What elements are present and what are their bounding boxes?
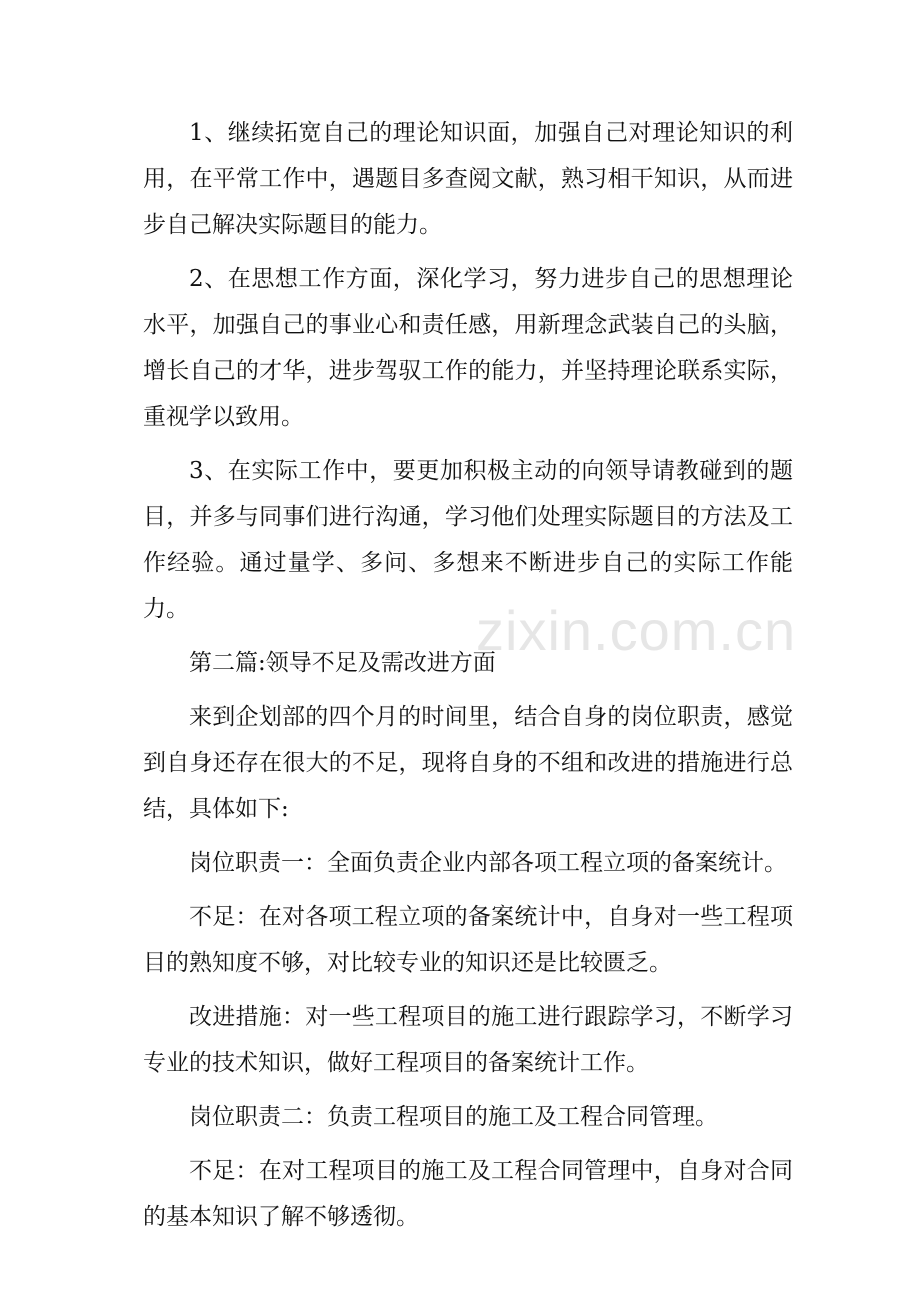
shortcoming-two: 不足：在对工程项目的施工及工程合同管理中，自身对合同的基本知识了解不够透彻。	[143, 1158, 793, 1230]
watermark: zixin.com.cn	[476, 599, 797, 662]
paragraph-1: 1、继续拓宽自己的理论知识面，加强自己对理论知识的利用，在平常工作中，遇题目多查阅文献，熟习相干知识，从而进步自己解决实际题目的能力。	[143, 120, 793, 238]
paragraph-intro: 来到企划部的四个月的时间里，结合自身的岗位职责，感觉到自身还存在很大的不足，现将自身的不组和改进的措施进行总结，具体如下:	[143, 704, 793, 822]
paragraph-3: 3、在实际工作中，要更加积极主动的向领导请教碰到的题目，并多与同事们进行沟通，学习他们处理实际题目的方法及工作经验。通过量学、多问、多想来不断进步自己的实际工作能力。	[143, 458, 793, 622]
duty-two: 岗位职责二：负责工程项目的施工及工程合同管理。	[189, 1104, 718, 1130]
section-heading: 第二篇:领导不足及需改进方面	[189, 650, 496, 676]
duty-one: 岗位职责一：全面负责企业内部各项工程立项的备案统计。	[189, 850, 787, 876]
paragraph-2: 2、在思想工作方面，深化学习，努力进步自己的思想理论水平，加强自己的事业心和责任感，用新理念武装自己的头脑，增长自己的才华，进步驾驭工作的能力，并坚持理论联系实际，重视学以致用。	[143, 266, 793, 430]
shortcoming-one: 不足：在对各项工程立项的备案统计中，自身对一些工程项目的熟知度不够，对比较专业的知识还是比较匮乏。	[143, 904, 793, 976]
document-body	[143, 110, 793, 1248]
improvement-one: 改进措施：对一些工程项目的施工进行跟踪学习，不断学习专业的技术知识，做好工程项目的备案统计工作。	[143, 1004, 793, 1076]
